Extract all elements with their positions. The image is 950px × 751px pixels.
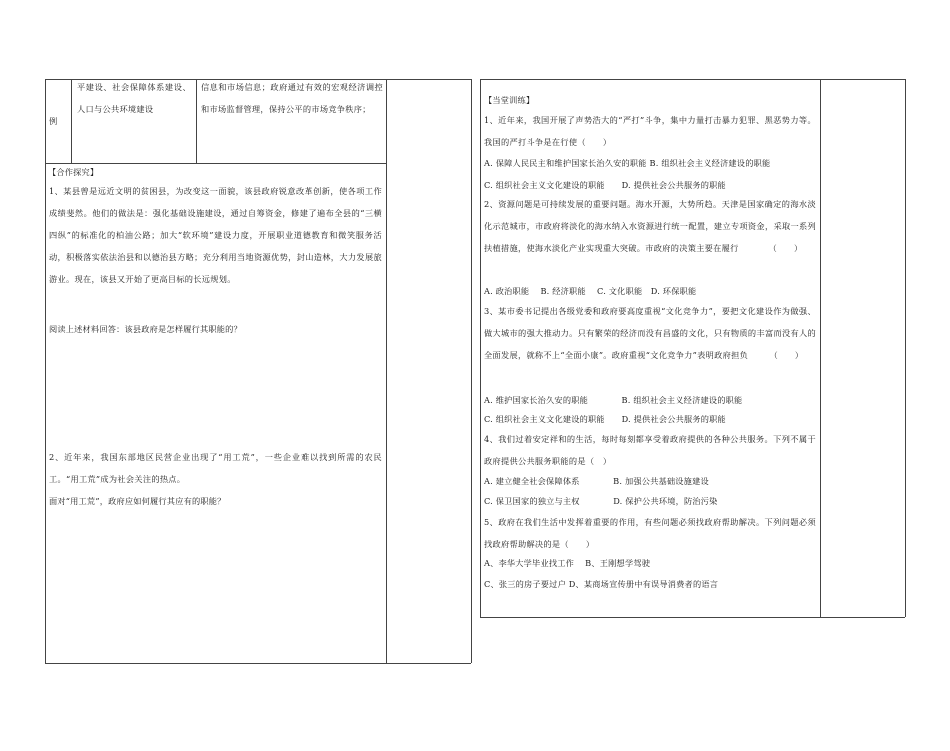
question-stem: 4、我们过着安定祥和的生活，每时每刻都享受着政府提供的各种公共服务。下列不属于政府提供公共服务职能的是（ ）	[484, 434, 816, 466]
divider	[480, 79, 481, 617]
question-text: 1、某县曾是远近文明的贫困县，为改变这一面貌，该县政府锐意改革创新，使各项工作成绩斐然。他们的做法是：强化基础设施建设，通过自筹资金，修建了遍布全县的“三横四纵”的标准化的柏油公路；加大“软环境”建设力度，开展职业道德教育和微笑服务活动，积极落实依法治县和以德治县方略；充分利用当地资源优势，封山造林，大力发展旅游业。现在，该县又开始了更高目标的长远规划。	[49, 186, 382, 284]
question-prompt: 阅读上述材料回答：该县政府是怎样履行其职能的？	[49, 324, 242, 334]
option-line: C、张三的房子要过户 D、某商场宣传册中有误导消费者的语言	[484, 579, 719, 589]
divider	[480, 617, 905, 618]
option-line: A. 建立健全社会保障体系 B. 加强公共基础设施建设	[484, 476, 709, 486]
divider	[386, 79, 387, 663]
section-title: 【当堂训练】	[484, 95, 535, 105]
divider	[905, 79, 906, 617]
question-text: 2、近年来，我国东部地区民营企业出现了“用工荒”，一些企业难以找到所需的农民工。“用工荒”成为社会关注的热点。	[49, 452, 382, 484]
divider	[480, 79, 905, 80]
question-prompt: 面对“用工荒”，政府应如何履行其应有的职能？	[49, 496, 226, 506]
option-line: A. 政治职能 B. 经济职能 C. 文化职能 D. 环保职能	[484, 286, 697, 296]
market-cell: 信息和市场信息；政府通过有效的宏观经济调控和市场监督管理，保持公平的市场竞争秩序；	[201, 82, 383, 114]
option-line: C. 组织社会主义文化建设的职能 D. 提供社会公共服务的职能	[484, 180, 726, 190]
divider	[820, 79, 821, 617]
option-line: A. 保障人民民主和维护国家长治久安的职能 B. 组织社会主义经济建设的职能	[484, 158, 771, 168]
divider	[45, 79, 46, 663]
question-stem: 3、某市委书记提出各级党委和政府要高度重视“文化竞争力”，要把文化建设作为做强、做大城市的强大推动力。只有繁荣的经济而没有昌盛的文化，只有物质的丰富而没有人的全面发展，就称不上“全面小康”。政府重视“文化竞争力”表明政府担负 （ ）	[484, 306, 816, 360]
divider	[45, 663, 471, 664]
divider	[471, 79, 472, 663]
question-stem: 2、资源问题是可持续发展的重要问题。海水开源，大势所趋。天津是国家确定的海水淡化示范城市，市政府将淡化的海水纳入水资源进行统一配置，建立专项资金，采取一系列扶植措施，使海水淡化产业实现重大突破。市政府的决策主要在履行 （ ）	[484, 199, 816, 253]
option-line: C. 保卫国家的独立与主权 D. 保护公共环境，防治污染	[484, 496, 718, 506]
option-line: A. 维护国家长治久安的职能 B. 组织社会主义经济建设的职能	[484, 395, 743, 405]
option-line: A、李华大学毕业找工作 B、王刚想学驾驶	[484, 558, 651, 568]
divider	[196, 79, 197, 163]
question-stem: 5、政府在我们生活中发挥着重要的作用，有些问题必须找政府帮助解决。下列问题必须找政府帮助解决的是（ ）	[484, 517, 816, 549]
divider	[45, 163, 386, 164]
divider	[71, 79, 72, 163]
question-stem: 1、近年来，我国开展了声势浩大的“严打”斗争，集中力量打击暴力犯罪、黑恶势力等。我国的严打斗争是在行使（ ）	[484, 115, 816, 147]
option-line: C. 组织社会主义文化建设的职能 D. 提供社会公共服务的职能	[484, 414, 726, 424]
measures-cell: 平建设、社会保障体系建设、人口与公共环境建设	[77, 82, 191, 114]
section-title: 【合作探究】	[48, 167, 99, 177]
row-label: 例	[49, 116, 58, 126]
